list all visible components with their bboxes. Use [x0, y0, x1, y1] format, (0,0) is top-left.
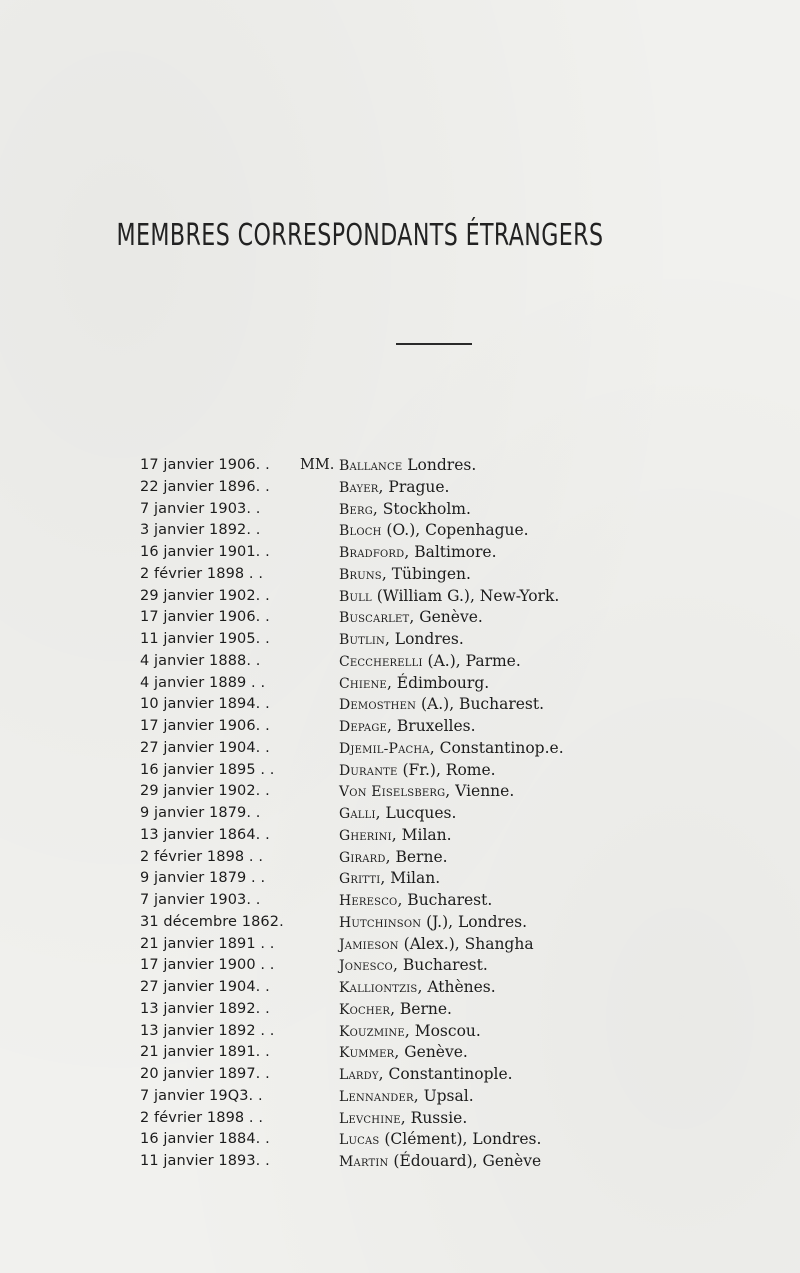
- member-name-location: [339, 868, 440, 891]
- member-name-location: [339, 651, 521, 674]
- election-date: 21 janvier 1891. .: [140, 1044, 270, 1061]
- member-name-location: [339, 1021, 481, 1044]
- member-surname: Martin: [339, 1154, 389, 1170]
- member-entry: [0, 912, 800, 934]
- member-surname: Ballance: [339, 458, 403, 474]
- member-name-location: [339, 890, 492, 913]
- member-details: , Bucharest.: [397, 891, 493, 909]
- member-details: , Tübingen.: [381, 564, 471, 583]
- member-entry: [0, 760, 800, 782]
- member-details: , Berne.: [390, 999, 452, 1018]
- member-surname: Djemil-Pacha: [339, 740, 430, 757]
- member-details: (A.), Parme.: [422, 651, 521, 670]
- member-name-location: [339, 760, 496, 783]
- member-surname: Gherini: [339, 827, 392, 844]
- member-entry: [0, 977, 800, 999]
- member-entry: [0, 1086, 800, 1108]
- election-date: 20 janvier 1897. .: [140, 1066, 270, 1082]
- election-date: 9 janvier 1879 . .: [140, 870, 266, 887]
- page-title: MEMBRES CORRESPONDANTS ÉTRANGERS: [116, 218, 604, 253]
- election-date: 29 janvier 1902. .: [140, 587, 270, 604]
- member-surname: Kalliontzis: [339, 980, 418, 996]
- member-name-location: [339, 694, 544, 717]
- member-surname: Depage: [339, 719, 388, 735]
- election-date: 2 février 1898 . .: [140, 848, 264, 865]
- member-surname: Girard: [339, 849, 386, 866]
- election-date: 7 janvier 19Q3. .: [140, 1087, 263, 1104]
- member-details: (Alex.), Shangha: [398, 934, 534, 953]
- member-name-location: [339, 738, 564, 761]
- member-surname: Lucas: [339, 1132, 380, 1149]
- member-name-location: [339, 586, 559, 609]
- member-name-location: [339, 520, 529, 543]
- member-entry: [0, 564, 800, 586]
- member-list: [0, 455, 800, 1173]
- member-entry: [0, 1151, 800, 1173]
- member-entry: [0, 651, 800, 673]
- member-entry: [0, 999, 800, 1021]
- member-entry: [0, 1064, 800, 1086]
- member-name-location: [339, 847, 448, 870]
- member-details: Londres.: [402, 456, 477, 474]
- member-entry: [0, 542, 800, 564]
- member-surname: Berg: [339, 501, 373, 518]
- election-date: 16 janvier 1901. .: [140, 544, 270, 560]
- member-name-location: [339, 564, 471, 587]
- member-entry: [0, 716, 800, 738]
- election-date: 2 février 1898 . .: [140, 1109, 264, 1126]
- member-name-location: [339, 977, 496, 1000]
- election-date: 7 janvier 1903. .: [140, 892, 261, 908]
- member-surname: Bloch: [339, 523, 382, 540]
- member-entry: [0, 499, 800, 521]
- election-date: 13 janvier 1864. .: [140, 826, 270, 843]
- member-details: , Constantinople.: [378, 1065, 513, 1083]
- member-surname: Ceccherelli: [339, 653, 423, 670]
- member-entry: [0, 694, 800, 716]
- election-date: 17 janvier 1906. .: [140, 609, 270, 626]
- member-entry: [0, 1129, 800, 1151]
- member-details: , Baltimore.: [404, 543, 497, 561]
- member-details: , Milan.: [380, 869, 441, 888]
- member-name-location: [339, 934, 534, 957]
- election-date: 9 janvier 1879. .: [140, 805, 261, 821]
- member-name-location: [339, 499, 471, 522]
- member-surname: Kummer: [339, 1045, 395, 1062]
- member-details: , Bruxelles.: [387, 717, 476, 735]
- member-name-location: [339, 1064, 513, 1087]
- member-surname: Lennander: [339, 1088, 414, 1105]
- election-date: 11 janvier 1893. .: [140, 1153, 270, 1169]
- member-entry: [0, 520, 800, 542]
- member-entry: [0, 477, 800, 499]
- member-name-location: [339, 1086, 474, 1109]
- member-surname: Kocher: [339, 1001, 391, 1018]
- election-date: 2 février 1898 . .: [140, 565, 264, 582]
- election-date: 17 janvier 1906. .: [140, 457, 270, 473]
- member-entry: [0, 890, 800, 912]
- member-surname: Jonesco: [339, 958, 393, 975]
- member-entry: [0, 738, 800, 760]
- member-surname: Von Eiselsberg: [339, 784, 446, 801]
- member-entry: [0, 607, 800, 629]
- member-entry: [0, 673, 800, 695]
- member-details: , Prague.: [378, 477, 450, 496]
- member-details: (A.), Bucharest.: [416, 695, 545, 714]
- member-entry: [0, 1108, 800, 1130]
- member-details: , Athènes.: [417, 978, 496, 996]
- member-name-location: [339, 716, 476, 739]
- member-details: , Stockholm.: [372, 499, 471, 518]
- member-details: , Édimbourg.: [386, 673, 490, 692]
- member-surname: Levchine: [339, 1110, 401, 1127]
- member-details: (O.), Copenhague.: [381, 521, 529, 540]
- election-date: 17 janvier 1900 . .: [140, 957, 275, 974]
- honorific-prefix: MM.: [300, 457, 335, 473]
- member-surname: Galli: [339, 806, 376, 822]
- member-surname: Butlin: [339, 632, 385, 648]
- member-entry: [0, 1021, 800, 1043]
- member-details: , Genève.: [409, 608, 483, 627]
- member-details: (William G.), New-York.: [371, 586, 560, 605]
- election-date: 7 janvier 1903. .: [140, 500, 261, 517]
- member-entry: [0, 781, 800, 803]
- member-entry: [0, 455, 800, 477]
- election-date: 4 janvier 1889 . .: [140, 674, 266, 691]
- member-entry: [0, 586, 800, 608]
- member-details: (Clément), Londres.: [379, 1130, 542, 1149]
- member-details: , Genève.: [394, 1043, 468, 1062]
- member-surname: Heresco: [339, 893, 398, 909]
- member-name-location: [339, 1129, 541, 1152]
- member-name-location: [339, 1108, 467, 1131]
- election-date: 21 janvier 1891 . .: [140, 935, 275, 952]
- member-name-location: [339, 1042, 468, 1065]
- member-name-location: [339, 803, 456, 826]
- member-surname: Lardy: [339, 1067, 379, 1083]
- member-details: , Bucharest.: [392, 956, 488, 975]
- election-date: 27 janvier 1904. .: [140, 979, 270, 995]
- election-date: 27 janvier 1904. .: [140, 739, 270, 756]
- member-entry: [0, 825, 800, 847]
- member-surname: Buscarlet: [339, 610, 410, 627]
- member-surname: Bull: [339, 588, 372, 605]
- member-name-location: [339, 955, 488, 978]
- member-surname: Demosthen: [339, 697, 417, 714]
- member-entry: [0, 955, 800, 977]
- member-details: , Milan.: [391, 825, 452, 844]
- election-date: 31 décembre 1862.: [140, 913, 284, 930]
- member-details: , Russie.: [400, 1108, 468, 1127]
- election-date: 4 janvier 1888. .: [140, 652, 261, 669]
- member-surname: Bayer: [339, 479, 379, 496]
- member-details: , Londres.: [384, 630, 464, 648]
- member-name-location: [339, 999, 452, 1022]
- member-name-location: [339, 825, 452, 848]
- member-surname: Kouzmine: [339, 1023, 405, 1040]
- member-surname: Chiene: [339, 675, 387, 692]
- member-details: , Berne.: [385, 847, 448, 866]
- member-name-location: [339, 607, 483, 630]
- member-entry: [0, 847, 800, 869]
- election-date: 3 janvier 1892. .: [140, 522, 261, 539]
- member-name-location: [339, 629, 464, 652]
- member-entry: [0, 934, 800, 956]
- member-entry: [0, 868, 800, 890]
- member-name-location: [339, 1151, 541, 1174]
- member-details: , Moscou.: [404, 1021, 481, 1040]
- member-name-location: [339, 477, 450, 500]
- member-surname: Bradford: [339, 545, 405, 561]
- member-name-location: [339, 455, 476, 478]
- member-details: , Lucques.: [375, 804, 457, 822]
- member-details: , Constantinop.e.: [429, 738, 564, 757]
- election-date: 13 janvier 1892 . .: [140, 1022, 275, 1039]
- member-surname: Bruns: [339, 566, 382, 583]
- member-entry: [0, 803, 800, 825]
- member-details: , Upsal.: [413, 1086, 474, 1105]
- election-date: 29 janvier 1902. .: [140, 783, 270, 800]
- member-name-location: [339, 673, 489, 696]
- election-date: 10 janvier 1894. .: [140, 696, 270, 713]
- member-entry: [0, 629, 800, 651]
- election-date: 16 janvier 1884. .: [140, 1131, 270, 1148]
- member-name-location: [339, 781, 514, 804]
- election-date: 11 janvier 1905. .: [140, 631, 270, 647]
- election-date: 22 janvier 1896. .: [140, 478, 270, 495]
- title-rule-divider: [396, 343, 472, 345]
- election-date: 17 janvier 1906. .: [140, 718, 270, 734]
- member-details: , Vienne.: [445, 782, 515, 801]
- member-details: (Fr.), Rome.: [397, 760, 496, 779]
- member-surname: Hutchinson: [339, 914, 422, 931]
- election-date: 16 janvier 1895 . .: [140, 761, 275, 778]
- member-surname: Durante: [339, 762, 398, 779]
- member-name-location: [339, 542, 497, 565]
- member-surname: Gritti: [339, 871, 381, 888]
- member-details: (J.), Londres.: [421, 912, 527, 931]
- member-surname: Jamieson: [339, 936, 399, 953]
- election-date: 13 janvier 1892. .: [140, 1000, 270, 1017]
- member-entry: [0, 1042, 800, 1064]
- member-details: (Édouard), Genève: [388, 1152, 542, 1170]
- member-name-location: [339, 912, 527, 935]
